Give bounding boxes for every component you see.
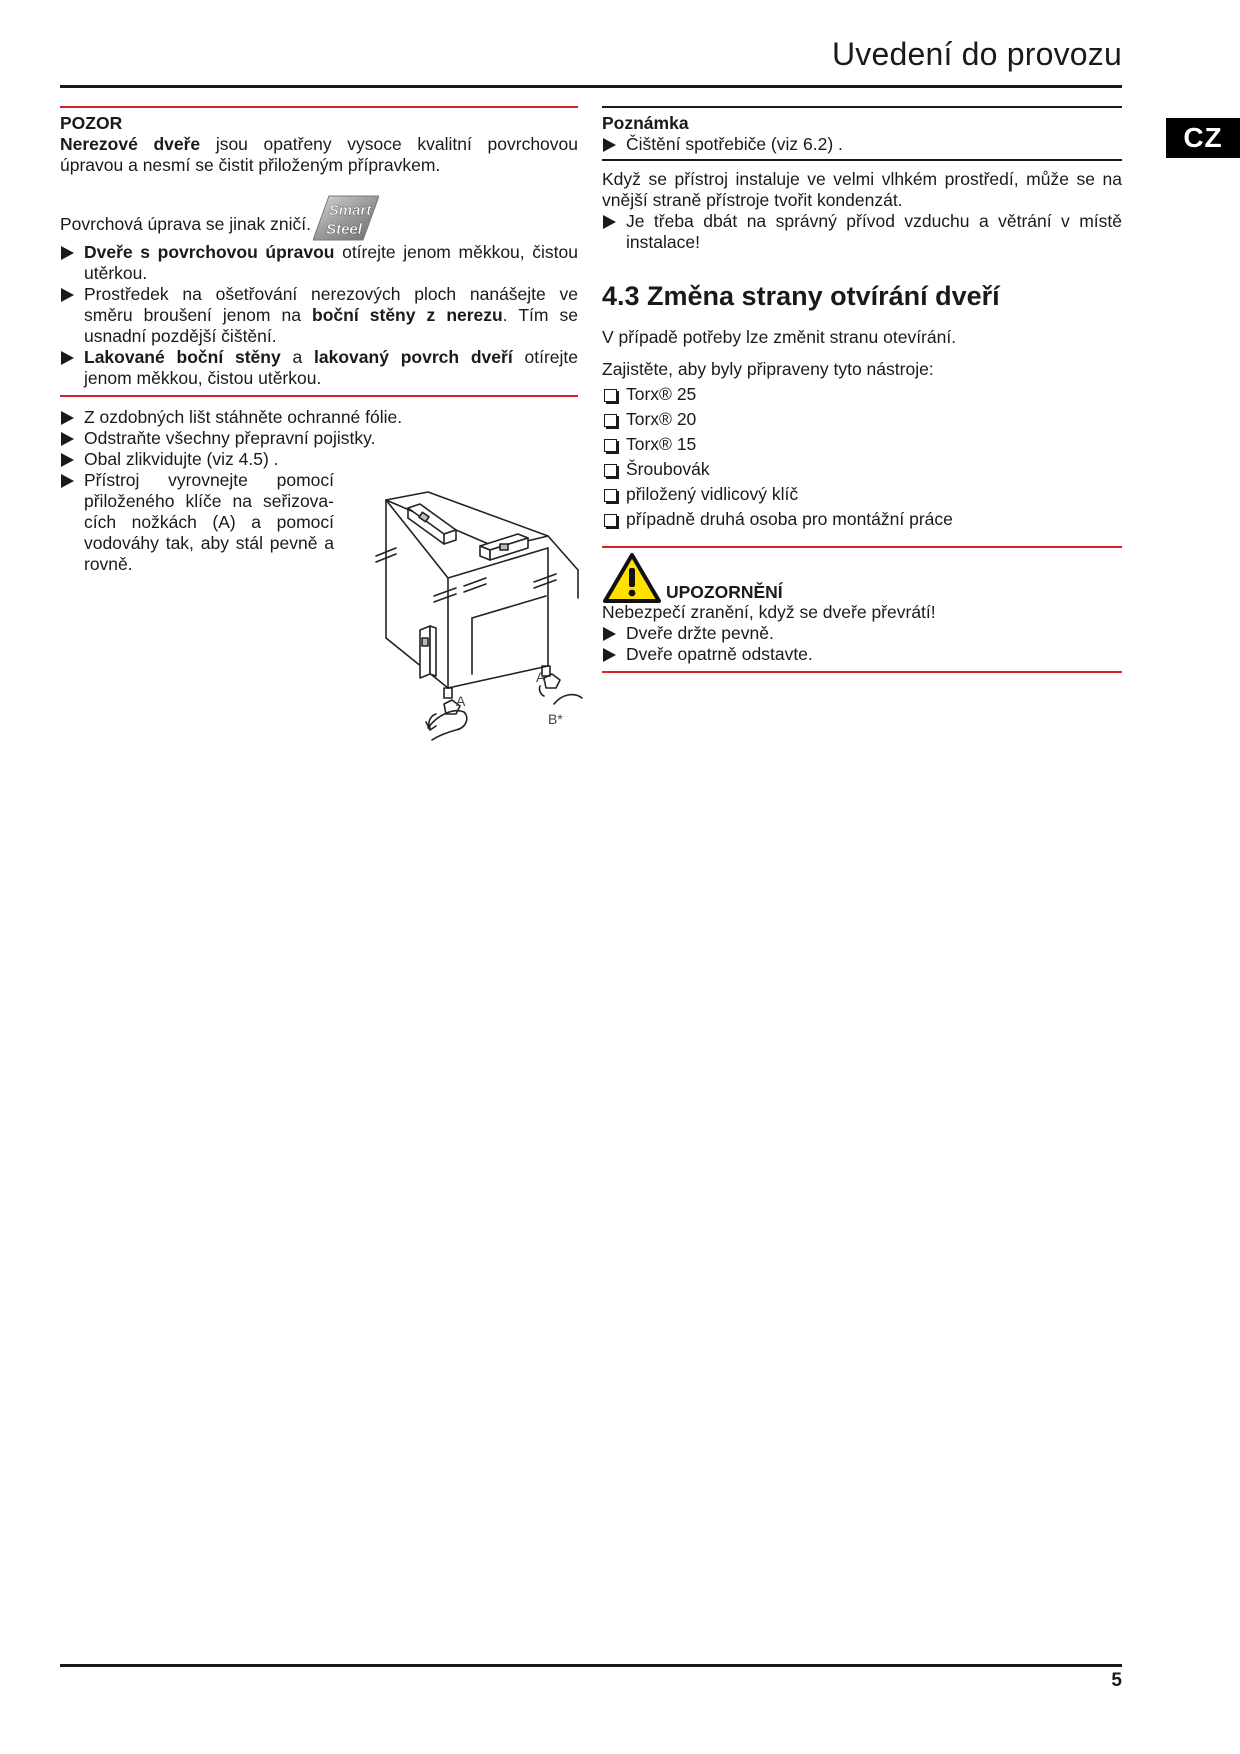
footer-rule — [60, 1664, 1122, 1667]
warning-bottom-rule — [602, 671, 1122, 673]
checkbox-icon — [604, 464, 617, 477]
foot-label-a-right: A — [536, 669, 546, 685]
step-level-appliance: Přístroj vyrovnejte pomocí přiloženého klíče na seřizova-cích nožkách (A) a pomocí vodováhy tak, aby stál pevně a rovně. — [60, 470, 334, 575]
caution-heading: POZOR — [60, 113, 123, 133]
step-dispose-packaging: Obal zlikvidujte (viz 4.5) . — [60, 449, 578, 470]
foot-label-a-left: A — [456, 693, 466, 709]
page-title: Uvedení do provozu — [831, 36, 1122, 72]
tool-item: přiložený vidlicový klíč — [602, 482, 1122, 507]
language-tab: CZ — [1166, 118, 1240, 158]
appliance-leveling-illustration — [368, 478, 588, 748]
right-column — [602, 106, 1122, 673]
smart-steel-logo — [313, 194, 379, 242]
svg-text:Steel: Steel — [326, 221, 362, 238]
tool-list — [602, 382, 1122, 532]
checkbox-icon — [604, 489, 617, 502]
checkbox-icon — [604, 439, 617, 452]
checkbox-icon — [604, 389, 617, 402]
checkbox-icon — [604, 414, 617, 427]
step-remove-transport-locks: Odstraňte všechny přepravní pojistky. — [60, 428, 578, 449]
warning-text: Nebezpečí zranění, když se dveře převrátí! — [602, 602, 936, 622]
caution-intro: Nerezové dveře jsou opatřeny vysoce kvalitní povrchovou úpravou a nesmí se čistit přiloženým přípravkem. — [60, 134, 578, 175]
humid-bullet-ventilation: Je třeba dbát na správný přívod vzduchu a větrání v místě instalace! — [602, 211, 1122, 253]
caution-bullet-painted-sides: Lakované boční stěny a lakovaný povrch dveří otírejte jenom měkkou, čistou utěrkou. — [60, 347, 578, 389]
note-bullet-cleaning: Čištění spotřebiče (viz 6.2) . — [602, 134, 1122, 155]
caution-bullet-coated-doors: Dveře s povrchovou úpravou otírejte jenom měkkou, čistou utěrkou. — [60, 242, 578, 284]
warning-bullet-set-down: Dveře opatrně odstavte. — [602, 644, 1122, 665]
tool-item: Šroubovák — [602, 457, 1122, 482]
tool-item: Torx® 20 — [602, 407, 1122, 432]
svg-text:Smart: Smart — [328, 202, 372, 219]
warning-heading: UPOZORNĚNÍ — [666, 582, 783, 602]
step-remove-foils: Z ozdobných lišt stáhněte ochranné fólie. — [60, 407, 578, 428]
warning-triangle-icon — [602, 552, 662, 604]
foot-label-b: B* — [548, 711, 563, 727]
tool-item: Torx® 15 — [602, 432, 1122, 457]
page-number: 5 — [1111, 1670, 1122, 1691]
tools-intro: Zajistěte, aby byly připraveny tyto nástroje: — [602, 359, 934, 379]
checkbox-icon — [604, 514, 617, 527]
caution-top-rule — [60, 106, 578, 108]
note-top-rule — [602, 106, 1122, 108]
note-heading: Poznámka — [602, 113, 689, 133]
tool-item: případně druhá osoba pro montážní práce — [602, 507, 1122, 532]
warning-header — [602, 548, 1122, 602]
warning-bullet-hold: Dveře držte pevně. — [602, 623, 1122, 644]
caution-damage: Povrchová úprava se jinak zničí. Smart Steel — [60, 194, 578, 242]
humid-paragraph: Když se přístroj instaluje ve velmi vlhkém prostředí, může se na vnější straně přístroje tvořit kondenzát. — [602, 169, 1122, 210]
tool-item: Torx® 25 — [602, 382, 1122, 407]
section-intro: V případě potřeby lze změnit stranu otevírání. — [602, 327, 957, 347]
section-title-door-reversal: 4.3 Změna strany otvírání dveří — [602, 281, 1000, 311]
caution-bullet-stainless-sides: Prostředek na ošetřování nerezových ploch nanášejte ve směru broušení jenom na boční stěny z nerezu. Tím se usnadní pozdější čištění. — [60, 284, 578, 347]
header-rule — [60, 85, 1122, 88]
